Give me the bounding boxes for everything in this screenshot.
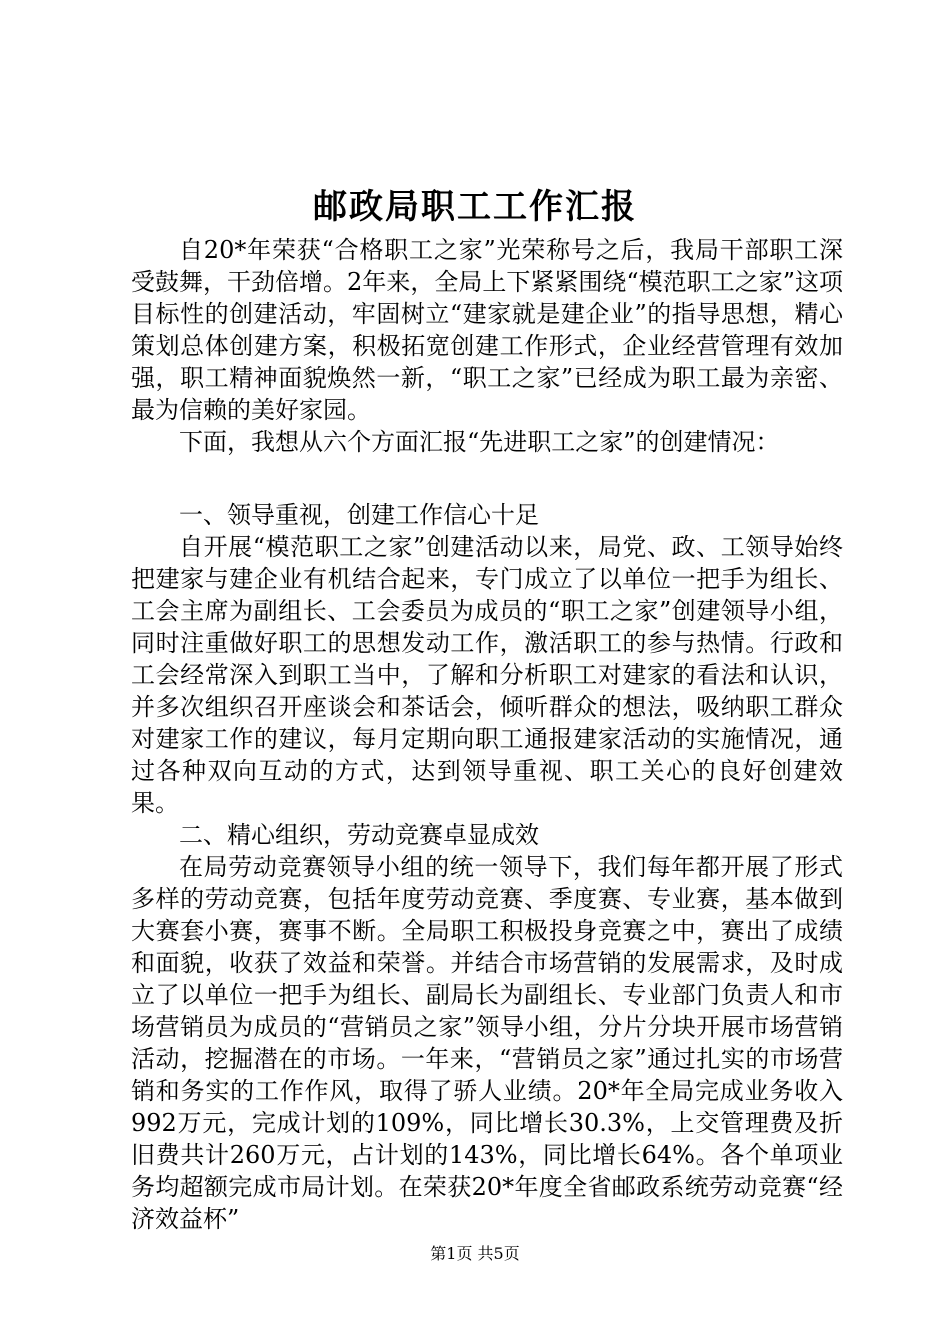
section-heading-2: 二、精心组织，劳动竞赛卓显成效 bbox=[179, 821, 539, 849]
outline-paragraph: 下面，我想从六个方面汇报“先进职工之家”的创建情况： bbox=[179, 428, 780, 456]
page-number-footer: 第1页 共5页 bbox=[430, 1244, 520, 1263]
blank-line bbox=[131, 458, 843, 499]
intro-paragraph: 自20*年荣获“合格职工之家”光荣称号之后，我局干部职工深受鼓舞，干劲倍增。2年来，全局上下紧紧围绕“模范职工之家”这项目标性的创建活动，牢固树立“建家就是建企业”的指导思想，精心策划总体创建方案，积极拓宽创建工作形式，企业经营管理有效加强，职工精神面貌焕然一新，“职工之家”已经成为职工最为亲密、最为信赖的美好家园。 bbox=[131, 236, 843, 424]
section-paragraph-1: 自开展“模范职工之家”创建活动以来，局党、政、工领导始终把建家与建企业有机结合起来，专门成立了以单位一把手为组长、工会主席为副组长、工会委员为成员的“职工之家”创建领导小组，同时注重做好职工的思想发动工作，激活职工的参与热情。行政和工会经常深入到职工当中，了解和分析职工对建家的看法和认识，并多次组织召开座谈会和茶话会，倾听群众的想法，吸纳职工群众对建家工作的建议，每月定期向职工通报建家活动的实施情况，通过各种双向互动的方式，达到领导重视、职工关心的良好创建效果。 bbox=[131, 533, 843, 817]
section-heading-1: 一、领导重视，创建工作信心十足 bbox=[179, 501, 539, 529]
section-paragraph-2: 在局劳动竞赛领导小组的统一领导下，我们每年都开展了形式多样的劳动竞赛，包括年度劳动竞赛、季度赛、专业赛，基本做到大赛套小赛，赛事不断。全局职工积极投身竞赛之中，赛出了成绩和面貌，收获了效益和荣誉。并结合市场营销的发展需求，及时成立了以单位一把手为组长、副局长为副组长、专业部门负责人和市场营销员为成员的“营销员之家”领导小组，分片分块开展市场营销活动，挖掘潜在的市场。一年来，“营销员之家”通过扎实的市场营销和务实的工作作风，取得了骄人业绩。20*年全局完成业务收入992万元，完成计划的109%，同比增长30.3%，上交管理费及折旧费共计260万元，占计划的143%，同比增长64%。各个单项业务均超额完成市局计划。在荣获20*年度全省邮政系统劳动竞赛“经济效益杯” bbox=[131, 853, 843, 1233]
document-body bbox=[131, 234, 843, 1235]
document-title: 邮政局职工工作汇报 bbox=[313, 187, 637, 227]
